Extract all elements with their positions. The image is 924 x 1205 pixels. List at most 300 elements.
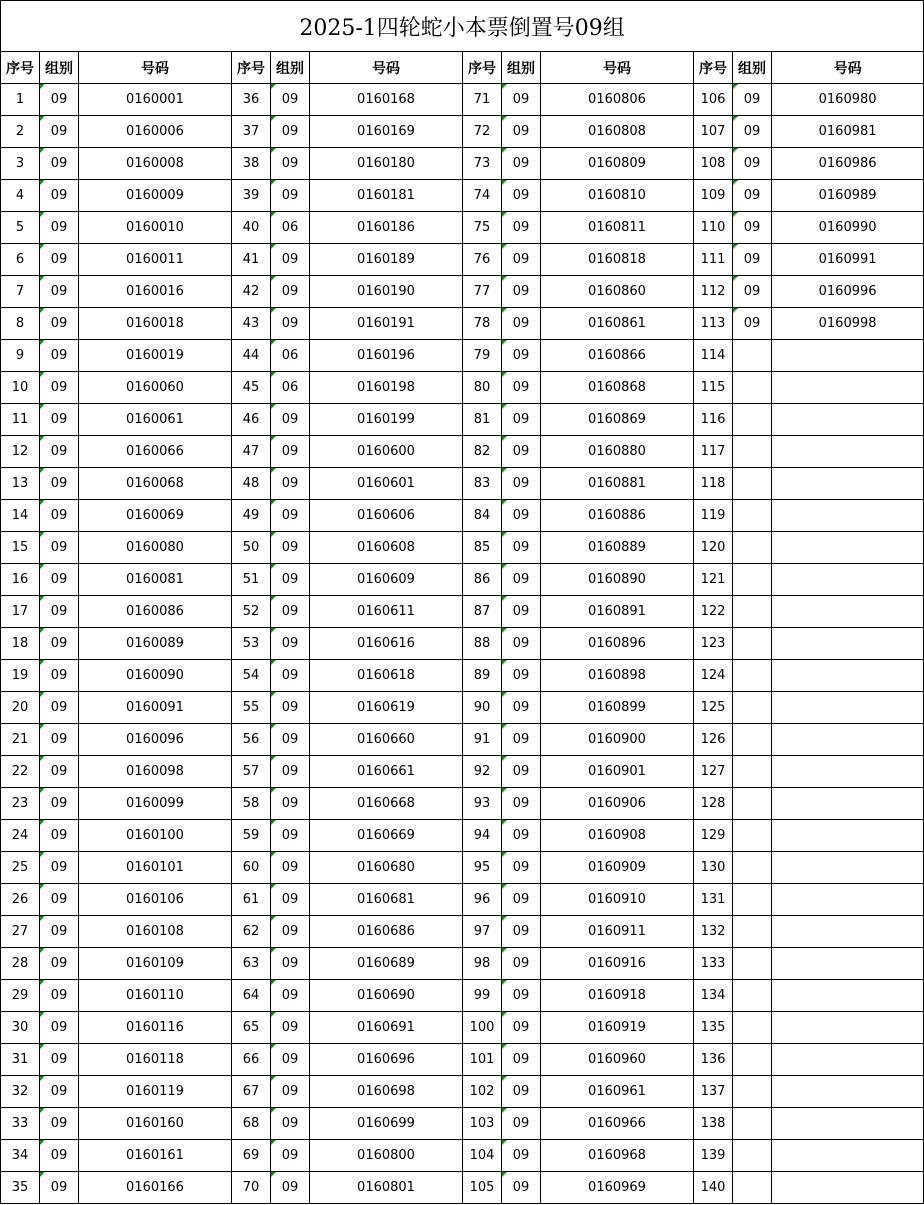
header-group-2[interactable]: 组别	[271, 52, 310, 84]
number-cell[interactable]	[772, 1044, 924, 1076]
group-cell[interactable]: 09	[40, 404, 79, 436]
number-cell[interactable]: 0160691	[310, 1012, 463, 1044]
number-cell[interactable]: 0160600	[310, 436, 463, 468]
number-cell[interactable]: 0160818	[541, 244, 694, 276]
group-cell[interactable]: 09	[40, 276, 79, 308]
number-cell[interactable]	[772, 788, 924, 820]
seq-cell[interactable]: 117	[694, 436, 733, 468]
seq-cell[interactable]: 43	[232, 308, 271, 340]
seq-cell[interactable]: 137	[694, 1076, 733, 1108]
seq-cell[interactable]: 87	[463, 596, 502, 628]
seq-cell[interactable]: 3	[1, 148, 40, 180]
number-cell[interactable]: 0160086	[79, 596, 232, 628]
group-cell[interactable]: 09	[502, 660, 541, 692]
group-cell[interactable]	[733, 628, 772, 660]
sheet-title[interactable]: 2025-1四轮蛇小本票倒置号09组	[1, 1, 924, 52]
number-cell[interactable]: 0160960	[541, 1044, 694, 1076]
number-cell[interactable]: 0160606	[310, 500, 463, 532]
group-cell[interactable]: 09	[271, 404, 310, 436]
seq-cell[interactable]: 38	[232, 148, 271, 180]
group-cell[interactable]	[733, 1108, 772, 1140]
number-cell[interactable]	[772, 1140, 924, 1172]
group-cell[interactable]	[733, 884, 772, 916]
seq-cell[interactable]: 77	[463, 276, 502, 308]
group-cell[interactable]: 09	[502, 980, 541, 1012]
seq-cell[interactable]: 15	[1, 532, 40, 564]
seq-cell[interactable]: 139	[694, 1140, 733, 1172]
seq-cell[interactable]: 13	[1, 468, 40, 500]
number-cell[interactable]	[772, 404, 924, 436]
number-cell[interactable]: 0160881	[541, 468, 694, 500]
number-cell[interactable]: 0160618	[310, 660, 463, 692]
seq-cell[interactable]: 52	[232, 596, 271, 628]
seq-cell[interactable]: 104	[463, 1140, 502, 1172]
seq-cell[interactable]: 4	[1, 180, 40, 212]
number-cell[interactable]: 0160180	[310, 148, 463, 180]
seq-cell[interactable]: 129	[694, 820, 733, 852]
group-cell[interactable]: 09	[502, 372, 541, 404]
group-cell[interactable]: 09	[40, 788, 79, 820]
number-cell[interactable]: 0160090	[79, 660, 232, 692]
number-cell[interactable]: 0160091	[79, 692, 232, 724]
number-cell[interactable]: 0160118	[79, 1044, 232, 1076]
seq-cell[interactable]: 93	[463, 788, 502, 820]
number-cell[interactable]: 0160186	[310, 212, 463, 244]
group-cell[interactable]: 09	[271, 916, 310, 948]
group-cell[interactable]: 09	[502, 276, 541, 308]
group-cell[interactable]: 09	[40, 756, 79, 788]
seq-cell[interactable]: 7	[1, 276, 40, 308]
seq-cell[interactable]: 84	[463, 500, 502, 532]
group-cell[interactable]: 09	[40, 212, 79, 244]
number-cell[interactable]: 0160166	[79, 1172, 232, 1204]
number-cell[interactable]: 0160060	[79, 372, 232, 404]
number-cell[interactable]	[772, 980, 924, 1012]
group-cell[interactable]: 09	[40, 436, 79, 468]
group-cell[interactable]	[733, 724, 772, 756]
group-cell[interactable]: 09	[40, 980, 79, 1012]
group-cell[interactable]: 09	[502, 1172, 541, 1204]
group-cell[interactable]: 09	[733, 276, 772, 308]
group-cell[interactable]: 09	[502, 340, 541, 372]
seq-cell[interactable]: 36	[232, 84, 271, 116]
seq-cell[interactable]: 62	[232, 916, 271, 948]
number-cell[interactable]: 0160896	[541, 628, 694, 660]
seq-cell[interactable]: 98	[463, 948, 502, 980]
group-cell[interactable]	[733, 596, 772, 628]
group-cell[interactable]: 09	[40, 852, 79, 884]
seq-cell[interactable]: 94	[463, 820, 502, 852]
group-cell[interactable]: 09	[40, 340, 79, 372]
number-cell[interactable]	[772, 852, 924, 884]
seq-cell[interactable]: 47	[232, 436, 271, 468]
seq-cell[interactable]: 68	[232, 1108, 271, 1140]
seq-cell[interactable]: 63	[232, 948, 271, 980]
number-cell[interactable]: 0160919	[541, 1012, 694, 1044]
group-cell[interactable]	[733, 564, 772, 596]
group-cell[interactable]: 09	[502, 180, 541, 212]
group-cell[interactable]: 09	[40, 1044, 79, 1076]
number-cell[interactable]: 0160809	[541, 148, 694, 180]
number-cell[interactable]: 0160909	[541, 852, 694, 884]
seq-cell[interactable]: 82	[463, 436, 502, 468]
number-cell[interactable]	[772, 532, 924, 564]
number-cell[interactable]: 0160100	[79, 820, 232, 852]
seq-cell[interactable]: 57	[232, 756, 271, 788]
group-cell[interactable]: 09	[40, 468, 79, 500]
group-cell[interactable]: 09	[40, 1140, 79, 1172]
seq-cell[interactable]: 14	[1, 500, 40, 532]
number-cell[interactable]: 0160089	[79, 628, 232, 660]
number-cell[interactable]: 0160601	[310, 468, 463, 500]
number-cell[interactable]: 0160861	[541, 308, 694, 340]
group-cell[interactable]: 09	[733, 244, 772, 276]
seq-cell[interactable]: 69	[232, 1140, 271, 1172]
number-cell[interactable]: 0160901	[541, 756, 694, 788]
group-cell[interactable]	[733, 820, 772, 852]
seq-cell[interactable]: 46	[232, 404, 271, 436]
number-cell[interactable]: 0160611	[310, 596, 463, 628]
seq-cell[interactable]: 78	[463, 308, 502, 340]
group-cell[interactable]: 09	[271, 84, 310, 116]
seq-cell[interactable]: 8	[1, 308, 40, 340]
seq-cell[interactable]: 17	[1, 596, 40, 628]
number-cell[interactable]: 0160906	[541, 788, 694, 820]
seq-cell[interactable]: 112	[694, 276, 733, 308]
number-cell[interactable]: 0160689	[310, 948, 463, 980]
group-cell[interactable]: 09	[502, 948, 541, 980]
number-cell[interactable]: 0160889	[541, 532, 694, 564]
seq-cell[interactable]: 107	[694, 116, 733, 148]
number-cell[interactable]: 0160010	[79, 212, 232, 244]
seq-cell[interactable]: 61	[232, 884, 271, 916]
number-cell[interactable]: 0160190	[310, 276, 463, 308]
group-cell[interactable]: 09	[733, 308, 772, 340]
number-cell[interactable]: 0160908	[541, 820, 694, 852]
group-cell[interactable]: 09	[502, 1076, 541, 1108]
seq-cell[interactable]: 48	[232, 468, 271, 500]
group-cell[interactable]	[733, 660, 772, 692]
seq-cell[interactable]: 54	[232, 660, 271, 692]
seq-cell[interactable]: 103	[463, 1108, 502, 1140]
group-cell[interactable]: 09	[40, 724, 79, 756]
group-cell[interactable]: 09	[502, 148, 541, 180]
number-cell[interactable]: 0160810	[541, 180, 694, 212]
seq-cell[interactable]: 40	[232, 212, 271, 244]
seq-cell[interactable]: 90	[463, 692, 502, 724]
header-group-1[interactable]: 组别	[40, 52, 79, 84]
seq-cell[interactable]: 25	[1, 852, 40, 884]
seq-cell[interactable]: 75	[463, 212, 502, 244]
group-cell[interactable]: 09	[40, 180, 79, 212]
seq-cell[interactable]: 99	[463, 980, 502, 1012]
group-cell[interactable]: 09	[733, 148, 772, 180]
number-cell[interactable]: 0160181	[310, 180, 463, 212]
number-cell[interactable]	[772, 756, 924, 788]
number-cell[interactable]: 0160911	[541, 916, 694, 948]
seq-cell[interactable]: 105	[463, 1172, 502, 1204]
number-cell[interactable]: 0160096	[79, 724, 232, 756]
group-cell[interactable]	[733, 756, 772, 788]
seq-cell[interactable]: 91	[463, 724, 502, 756]
seq-cell[interactable]: 10	[1, 372, 40, 404]
number-cell[interactable]	[772, 1172, 924, 1204]
seq-cell[interactable]: 56	[232, 724, 271, 756]
group-cell[interactable]: 09	[502, 596, 541, 628]
number-cell[interactable]: 0160680	[310, 852, 463, 884]
number-cell[interactable]: 0160806	[541, 84, 694, 116]
number-cell[interactable]: 0160860	[541, 276, 694, 308]
group-cell[interactable]: 09	[40, 244, 79, 276]
number-cell[interactable]: 0160160	[79, 1108, 232, 1140]
group-cell[interactable]: 09	[271, 116, 310, 148]
group-cell[interactable]: 09	[271, 244, 310, 276]
group-cell[interactable]: 09	[40, 1012, 79, 1044]
number-cell[interactable]: 0160900	[541, 724, 694, 756]
group-cell[interactable]	[733, 788, 772, 820]
group-cell[interactable]: 09	[271, 820, 310, 852]
group-cell[interactable]: 09	[502, 116, 541, 148]
seq-cell[interactable]: 29	[1, 980, 40, 1012]
group-cell[interactable]: 09	[40, 532, 79, 564]
number-cell[interactable]: 0160669	[310, 820, 463, 852]
seq-cell[interactable]: 116	[694, 404, 733, 436]
seq-cell[interactable]: 140	[694, 1172, 733, 1204]
group-cell[interactable]: 09	[502, 852, 541, 884]
group-cell[interactable]: 09	[733, 212, 772, 244]
group-cell[interactable]: 09	[271, 692, 310, 724]
group-cell[interactable]	[733, 532, 772, 564]
number-cell[interactable]	[772, 372, 924, 404]
seq-cell[interactable]: 41	[232, 244, 271, 276]
group-cell[interactable]: 09	[40, 1076, 79, 1108]
number-cell[interactable]: 0160986	[772, 148, 924, 180]
group-cell[interactable]	[733, 1012, 772, 1044]
group-cell[interactable]: 09	[40, 820, 79, 852]
seq-cell[interactable]: 101	[463, 1044, 502, 1076]
seq-cell[interactable]: 110	[694, 212, 733, 244]
group-cell[interactable]: 09	[271, 180, 310, 212]
seq-cell[interactable]: 5	[1, 212, 40, 244]
group-cell[interactable]: 09	[40, 628, 79, 660]
number-cell[interactable]: 0160609	[310, 564, 463, 596]
group-cell[interactable]: 09	[271, 1172, 310, 1204]
header-number-3[interactable]: 号码	[541, 52, 694, 84]
seq-cell[interactable]: 138	[694, 1108, 733, 1140]
seq-cell[interactable]: 133	[694, 948, 733, 980]
header-group-3[interactable]: 组别	[502, 52, 541, 84]
number-cell[interactable]: 0160066	[79, 436, 232, 468]
group-cell[interactable]	[733, 1172, 772, 1204]
seq-cell[interactable]: 11	[1, 404, 40, 436]
seq-cell[interactable]: 2	[1, 116, 40, 148]
group-cell[interactable]: 09	[271, 276, 310, 308]
number-cell[interactable]: 0160011	[79, 244, 232, 276]
seq-cell[interactable]: 131	[694, 884, 733, 916]
number-cell[interactable]: 0160899	[541, 692, 694, 724]
number-cell[interactable]: 0160998	[772, 308, 924, 340]
number-cell[interactable]: 0160109	[79, 948, 232, 980]
group-cell[interactable]	[733, 1140, 772, 1172]
number-cell[interactable]: 0160801	[310, 1172, 463, 1204]
group-cell[interactable]: 09	[271, 628, 310, 660]
seq-cell[interactable]: 9	[1, 340, 40, 372]
seq-cell[interactable]: 35	[1, 1172, 40, 1204]
seq-cell[interactable]: 83	[463, 468, 502, 500]
header-seq-2[interactable]: 序号	[232, 52, 271, 84]
number-cell[interactable]: 0160699	[310, 1108, 463, 1140]
seq-cell[interactable]: 106	[694, 84, 733, 116]
number-cell[interactable]: 0160969	[541, 1172, 694, 1204]
number-cell[interactable]: 0160898	[541, 660, 694, 692]
group-cell[interactable]	[733, 1044, 772, 1076]
seq-cell[interactable]: 44	[232, 340, 271, 372]
seq-cell[interactable]: 23	[1, 788, 40, 820]
group-cell[interactable]: 09	[502, 756, 541, 788]
group-cell[interactable]: 09	[502, 724, 541, 756]
seq-cell[interactable]: 27	[1, 916, 40, 948]
group-cell[interactable]: 09	[271, 1044, 310, 1076]
number-cell[interactable]	[772, 564, 924, 596]
number-cell[interactable]: 0160990	[772, 212, 924, 244]
seq-cell[interactable]: 108	[694, 148, 733, 180]
header-number-1[interactable]: 号码	[79, 52, 232, 84]
number-cell[interactable]: 0160968	[541, 1140, 694, 1172]
group-cell[interactable]: 09	[271, 1140, 310, 1172]
group-cell[interactable]: 09	[40, 660, 79, 692]
number-cell[interactable]: 0160989	[772, 180, 924, 212]
seq-cell[interactable]: 12	[1, 436, 40, 468]
seq-cell[interactable]: 136	[694, 1044, 733, 1076]
seq-cell[interactable]: 135	[694, 1012, 733, 1044]
number-cell[interactable]: 0160886	[541, 500, 694, 532]
number-cell[interactable]	[772, 948, 924, 980]
number-cell[interactable]: 0160808	[541, 116, 694, 148]
number-cell[interactable]: 0160660	[310, 724, 463, 756]
group-cell[interactable]: 09	[502, 884, 541, 916]
number-cell[interactable]: 0160006	[79, 116, 232, 148]
group-cell[interactable]: 09	[502, 436, 541, 468]
seq-cell[interactable]: 26	[1, 884, 40, 916]
group-cell[interactable]	[733, 692, 772, 724]
number-cell[interactable]: 0160681	[310, 884, 463, 916]
number-cell[interactable]: 0160106	[79, 884, 232, 916]
number-cell[interactable]: 0160880	[541, 436, 694, 468]
seq-cell[interactable]: 85	[463, 532, 502, 564]
group-cell[interactable]: 09	[40, 1172, 79, 1204]
group-cell[interactable]: 06	[271, 372, 310, 404]
seq-cell[interactable]: 60	[232, 852, 271, 884]
seq-cell[interactable]: 33	[1, 1108, 40, 1140]
header-number-4[interactable]: 号码	[772, 52, 924, 84]
seq-cell[interactable]: 134	[694, 980, 733, 1012]
seq-cell[interactable]: 120	[694, 532, 733, 564]
seq-cell[interactable]: 71	[463, 84, 502, 116]
seq-cell[interactable]: 122	[694, 596, 733, 628]
group-cell[interactable]: 09	[271, 596, 310, 628]
header-group-4[interactable]: 组别	[733, 52, 772, 84]
number-cell[interactable]: 0160191	[310, 308, 463, 340]
seq-cell[interactable]: 121	[694, 564, 733, 596]
seq-cell[interactable]: 113	[694, 308, 733, 340]
group-cell[interactable]: 09	[502, 692, 541, 724]
seq-cell[interactable]: 80	[463, 372, 502, 404]
number-cell[interactable]: 0160696	[310, 1044, 463, 1076]
number-cell[interactable]	[772, 916, 924, 948]
number-cell[interactable]: 0160199	[310, 404, 463, 436]
group-cell[interactable]	[733, 948, 772, 980]
group-cell[interactable]: 09	[40, 372, 79, 404]
seq-cell[interactable]: 72	[463, 116, 502, 148]
group-cell[interactable]: 09	[40, 148, 79, 180]
group-cell[interactable]: 09	[271, 948, 310, 980]
seq-cell[interactable]: 42	[232, 276, 271, 308]
group-cell[interactable]: 09	[733, 180, 772, 212]
number-cell[interactable]: 0160068	[79, 468, 232, 500]
group-cell[interactable]: 09	[271, 308, 310, 340]
group-cell[interactable]	[733, 852, 772, 884]
group-cell[interactable]: 09	[502, 1140, 541, 1172]
seq-cell[interactable]: 81	[463, 404, 502, 436]
seq-cell[interactable]: 114	[694, 340, 733, 372]
group-cell[interactable]: 09	[271, 1012, 310, 1044]
number-cell[interactable]: 0160080	[79, 532, 232, 564]
number-cell[interactable]: 0160009	[79, 180, 232, 212]
group-cell[interactable]: 09	[502, 84, 541, 116]
number-cell[interactable]	[772, 724, 924, 756]
seq-cell[interactable]: 76	[463, 244, 502, 276]
seq-cell[interactable]: 73	[463, 148, 502, 180]
seq-cell[interactable]: 50	[232, 532, 271, 564]
number-cell[interactable]: 0160198	[310, 372, 463, 404]
number-cell[interactable]: 0160916	[541, 948, 694, 980]
group-cell[interactable]: 09	[40, 596, 79, 628]
seq-cell[interactable]: 123	[694, 628, 733, 660]
number-cell[interactable]: 0160690	[310, 980, 463, 1012]
number-cell[interactable]: 0160098	[79, 756, 232, 788]
group-cell[interactable]: 09	[271, 532, 310, 564]
number-cell[interactable]: 0160918	[541, 980, 694, 1012]
seq-cell[interactable]: 20	[1, 692, 40, 724]
seq-cell[interactable]: 89	[463, 660, 502, 692]
group-cell[interactable]: 09	[40, 916, 79, 948]
seq-cell[interactable]: 49	[232, 500, 271, 532]
group-cell[interactable]	[733, 436, 772, 468]
group-cell[interactable]: 09	[271, 1076, 310, 1108]
seq-cell[interactable]: 97	[463, 916, 502, 948]
group-cell[interactable]: 09	[271, 724, 310, 756]
seq-cell[interactable]: 45	[232, 372, 271, 404]
number-cell[interactable]: 0160800	[310, 1140, 463, 1172]
number-cell[interactable]: 0160108	[79, 916, 232, 948]
number-cell[interactable]	[772, 468, 924, 500]
group-cell[interactable]	[733, 372, 772, 404]
number-cell[interactable]: 0160008	[79, 148, 232, 180]
group-cell[interactable]: 09	[271, 500, 310, 532]
number-cell[interactable]: 0160668	[310, 788, 463, 820]
seq-cell[interactable]: 118	[694, 468, 733, 500]
seq-cell[interactable]: 132	[694, 916, 733, 948]
group-cell[interactable]: 09	[40, 884, 79, 916]
number-cell[interactable]	[772, 1012, 924, 1044]
number-cell[interactable]: 0160001	[79, 84, 232, 116]
group-cell[interactable]: 06	[271, 212, 310, 244]
group-cell[interactable]: 09	[271, 980, 310, 1012]
group-cell[interactable]: 09	[502, 500, 541, 532]
group-cell[interactable]: 09	[502, 1012, 541, 1044]
number-cell[interactable]: 0160868	[541, 372, 694, 404]
number-cell[interactable]: 0160980	[772, 84, 924, 116]
